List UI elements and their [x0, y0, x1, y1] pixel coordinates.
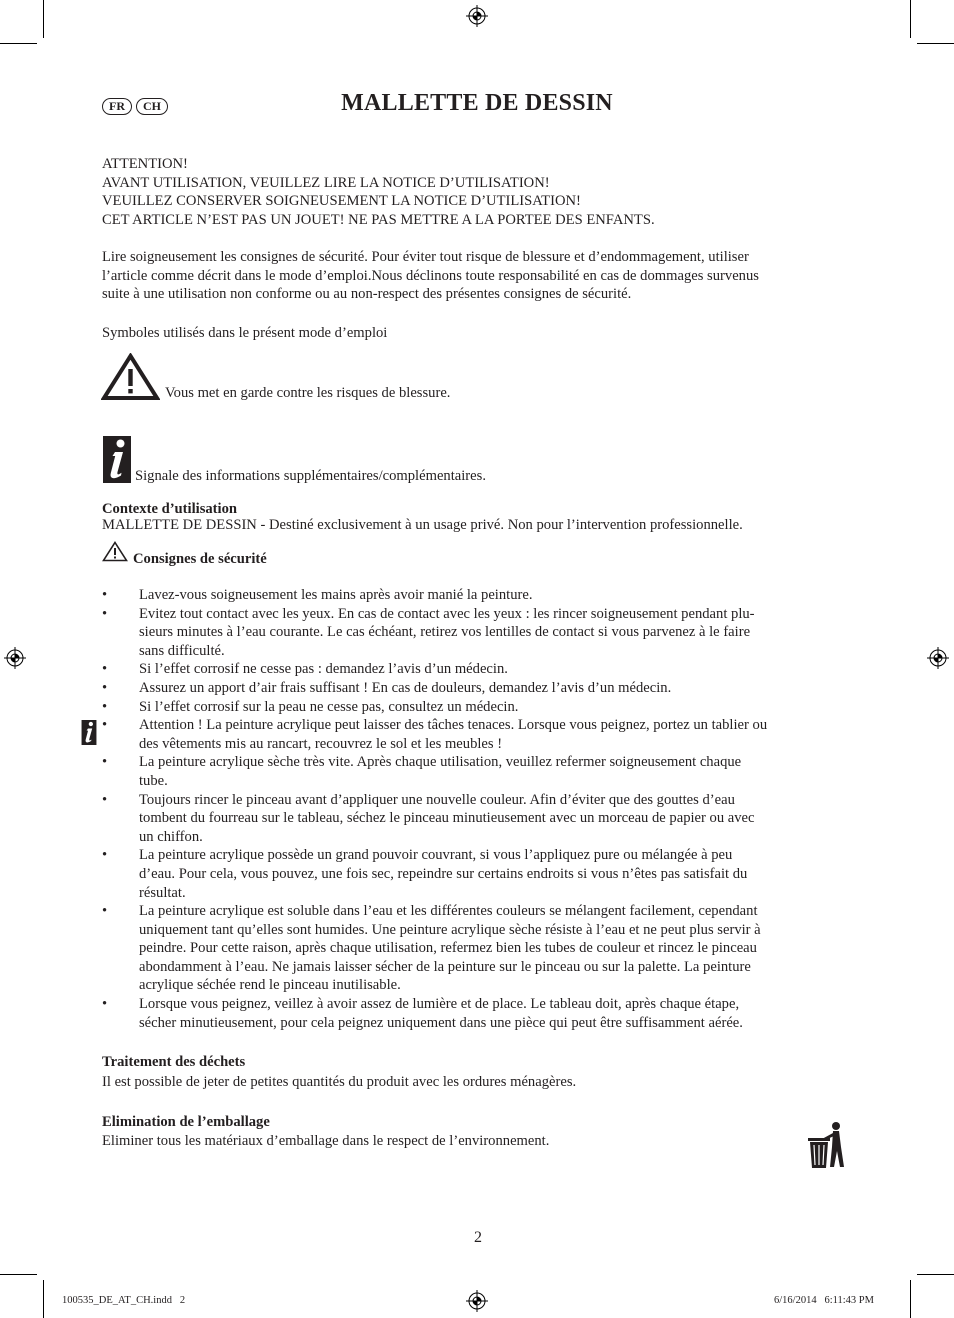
list-item: • Si l’effet corrosif sur la peau ne cesse pas, consultez un médecin. — [102, 698, 854, 717]
registration-mark-icon — [466, 1290, 488, 1312]
list-item: • La peinture acrylique possède un grand pouvoir couvrant, si vous l’appliquez pure ou mélangée à peu d’eau. Pour cela, vous pouvez, une fois sec, repeindre sur certains endroits si vous n’êtes pas satisfait du résultat. — [102, 846, 854, 902]
list-item: • Attention ! La peinture acrylique peut laisser des tâches tenaces. Lorsque vous peignez, portez un tablier ou des vêtements mis au rancart, recouvrez le sol et les meubles ! — [102, 716, 854, 753]
country-badge: FR — [102, 98, 132, 115]
list-item: • Si l’effet corrosif ne cesse pas : demandez l’avis d’un médecin. — [102, 660, 854, 679]
registration-mark-icon — [466, 5, 488, 27]
slug-timestamp: 6/16/2014 6:11:43 PM — [774, 1295, 874, 1306]
info-symbol-text: Signale des informations supplémentaires/complémentaires. — [135, 468, 486, 484]
intro-line: suite à une utilisation non conforme ou au non-respect des présentes consignes de sécurité. — [102, 286, 632, 303]
list-item: • La peinture acrylique est soluble dans l’eau et les différentes couleurs se mélangent facilement, cependant uniquement tant qu’elles sont humides. Une peinture acrylique sèche résiste à l’eau et ne peut plus servir à peindre. Pour cette raison, après chaque utilisation, refermez bien les tubes de couleur et rincez le pinceau abondamment à l’eau. Ne jamais laisser sécher de la peinture sur le pinceau ou sur la palette. La peinture acrylique séchée rend le pinceau inutilisable. — [102, 902, 854, 995]
waste-heading: Traitement des déchets — [102, 1054, 246, 1070]
attention-block — [102, 155, 655, 229]
crop-mark — [917, 43, 954, 44]
page-number: 2 — [474, 1229, 482, 1246]
intro-line: l’article comme décrit dans le mode d’emploi.Nous déclinons toute responsabilité en cas de dommages survenus — [102, 267, 759, 284]
crop-mark — [910, 1280, 911, 1318]
intro-line: Lire soigneusement les consignes de sécurité. Pour éviter tout risque de blessure et d’endommagement, utiliser — [102, 249, 749, 265]
info-icon — [81, 720, 97, 745]
waste-text: Il est possible de jeter de petites quantités du produit avec les ordures ménagères. — [102, 1074, 577, 1090]
intro-paragraph — [102, 248, 759, 304]
attention-line: CET ARTICLE N’EST PAS UN JOUET! NE PAS METTRE A LA PORTEE DES ENFANTS. — [102, 211, 655, 228]
warning-symbol-text: Vous met en garde contre les risques de blessure. — [165, 385, 451, 401]
list-item: • Lavez-vous soigneusement les mains après avoir manié la peinture. — [102, 586, 854, 605]
registration-mark-icon — [927, 647, 949, 669]
page-title: MALLETTE DE DESSIN — [341, 90, 613, 116]
registration-mark-icon — [4, 647, 26, 669]
slug-filename: 100535_DE_AT_CH.indd 2 — [62, 1295, 186, 1306]
waste-bin-icon — [806, 1121, 846, 1169]
list-item: • Assurez un apport d’air frais suffisant ! En cas de douleurs, demandez l’avis d’un médecin. — [102, 679, 854, 698]
attention-line: VEUILLEZ CONSERVER SOIGNEUSEMENT LA NOTICE D’UTILISATION! — [102, 193, 581, 210]
crop-mark — [43, 1280, 44, 1318]
symbols-intro: Symboles utilisés dans le présent mode d’emploi — [102, 325, 388, 341]
packaging-text: Eliminer tous les matériaux d’emballage dans le respect de l’environnement. — [102, 1133, 550, 1149]
list-item: • Evitez tout contact avec les yeux. En cas de contact avec les yeux : les rincer soigneusement pendant plu- sieurs minutes à l’eau courante. Le cas échéant, retirez vos lentilles de contact si vous parvenez à le faire sans difficulté. — [102, 605, 854, 661]
crop-mark — [0, 43, 37, 44]
attention-line: AVANT UTILISATION, VEUILLEZ LIRE LA NOTICE D’UTILISATION! — [102, 174, 550, 191]
safety-heading: Consignes de sécurité — [133, 551, 267, 567]
warning-triangle-icon — [102, 541, 128, 562]
crop-mark — [0, 1274, 37, 1275]
list-item: • Lorsque vous peignez, veillez à avoir assez de lumière et de place. Le tableau doit, après chaque étape, sécher minutieusement, pour cela peignez uniquement dans une pièce qui peut être suffisamment aérée. — [102, 995, 854, 1032]
warning-triangle-icon — [101, 353, 160, 401]
packaging-heading: Elimination de l’emballage — [102, 1114, 270, 1130]
safety-list — [102, 586, 854, 1032]
context-text: MALLETTE DE DESSIN - Destiné exclusivement à un usage privé. Non pour l’intervention professionnelle. — [102, 517, 743, 533]
list-item: • La peinture acrylique sèche très vite. Après chaque utilisation, veuillez refermer soigneusement chaque tube. — [102, 753, 854, 790]
attention-line: ATTENTION! — [102, 156, 188, 172]
info-icon — [103, 436, 131, 483]
crop-mark — [917, 1274, 954, 1275]
list-item: • Toujours rincer le pinceau avant d’appliquer une nouvelle couleur. Afin d’éviter que des gouttes d’eau tombent du fourreau sur le tableau, séchez le pinceau minutieusement avec un morceau de papier ou avec un chiffon. — [102, 791, 854, 847]
crop-mark — [910, 0, 911, 38]
context-heading: Contexte d’utilisation — [102, 501, 237, 517]
country-badge: CH — [136, 98, 168, 115]
crop-mark — [43, 0, 44, 38]
